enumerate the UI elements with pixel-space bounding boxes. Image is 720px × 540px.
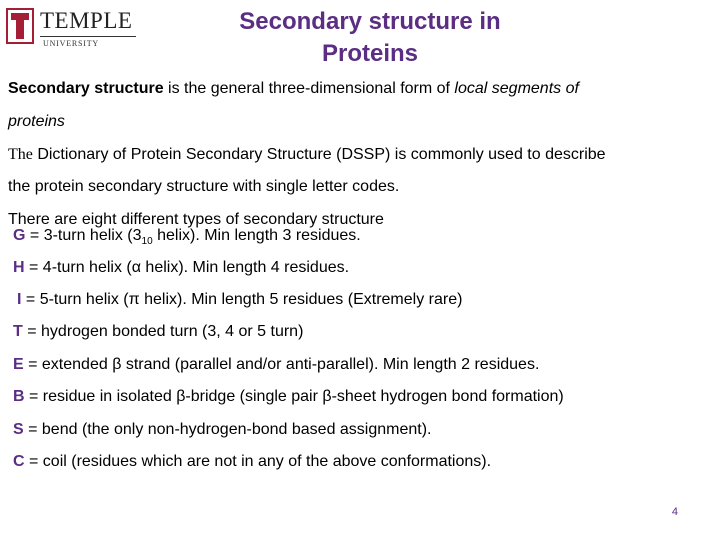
types-heading: There are eight different types of secondary structure xyxy=(8,211,384,228)
dssp-article: The xyxy=(8,146,33,163)
type-desc: = coil (residues which are not in any of the above conformations). xyxy=(24,453,492,470)
dssp-line-2: the protein secondary structure with single letter codes. xyxy=(8,178,400,195)
logo-subtitle: UNIVERSITY xyxy=(43,39,99,48)
type-desc-subscript: 10 xyxy=(141,236,153,248)
slide-title xyxy=(190,6,550,70)
type-code: G xyxy=(13,227,26,244)
type-item-g xyxy=(13,226,361,252)
type-code: T xyxy=(13,323,23,340)
type-code: S xyxy=(13,421,24,438)
type-item-b xyxy=(13,387,564,407)
definition-term: Secondary structure xyxy=(8,80,164,97)
dssp-text-1: Dictionary of Protein Secondary Structure (DSSP) is commonly used to describe xyxy=(32,146,606,163)
type-code: I xyxy=(17,291,22,308)
type-code: H xyxy=(13,259,25,276)
type-item-c xyxy=(13,452,491,472)
type-code: E xyxy=(13,356,24,373)
definition-body: is the general three-dimensional form of xyxy=(163,80,455,97)
type-item-i xyxy=(17,290,462,310)
definition-line-1 xyxy=(8,79,579,99)
temple-logo xyxy=(6,8,146,48)
definition-emphasis-end: proteins xyxy=(8,113,65,130)
type-code: C xyxy=(13,453,25,470)
dssp-line-1 xyxy=(8,145,606,165)
title-line-2: Proteins xyxy=(321,40,419,67)
page-number: 4 xyxy=(671,506,678,518)
type-code: B xyxy=(13,388,25,405)
logo-wordmark: TEMPLE xyxy=(40,8,133,33)
type-desc: = extended β strand (parallel and/or anti-parallel). Min length 2 residues. xyxy=(23,356,540,373)
type-item-s xyxy=(13,420,432,440)
type-desc: = 5-turn helix (π helix). Min length 5 residues (Extremely rare) xyxy=(21,291,463,308)
type-desc: = hydrogen bonded turn (3, 4 or 5 turn) xyxy=(22,323,304,340)
type-desc: = bend (the only non-hydrogen-bond based assignment). xyxy=(23,421,432,438)
logo-divider xyxy=(40,36,136,37)
type-desc: = residue in isolated β-bridge (single pair β-sheet hydrogen bond formation) xyxy=(24,388,564,405)
type-item-t xyxy=(13,322,303,342)
definition-emphasis: local segments of xyxy=(454,80,579,97)
type-item-h xyxy=(13,258,349,278)
temple-t-icon xyxy=(6,8,34,44)
definition-line-2 xyxy=(8,112,65,132)
title-line-1: Secondary structure in xyxy=(239,8,501,35)
type-desc: = 3-turn helix (3 xyxy=(25,227,142,244)
type-desc: = 4-turn helix (α helix). Min length 4 residues. xyxy=(24,259,350,276)
type-item-e xyxy=(13,355,539,375)
type-desc-end: helix). Min length 3 residues. xyxy=(152,227,361,244)
